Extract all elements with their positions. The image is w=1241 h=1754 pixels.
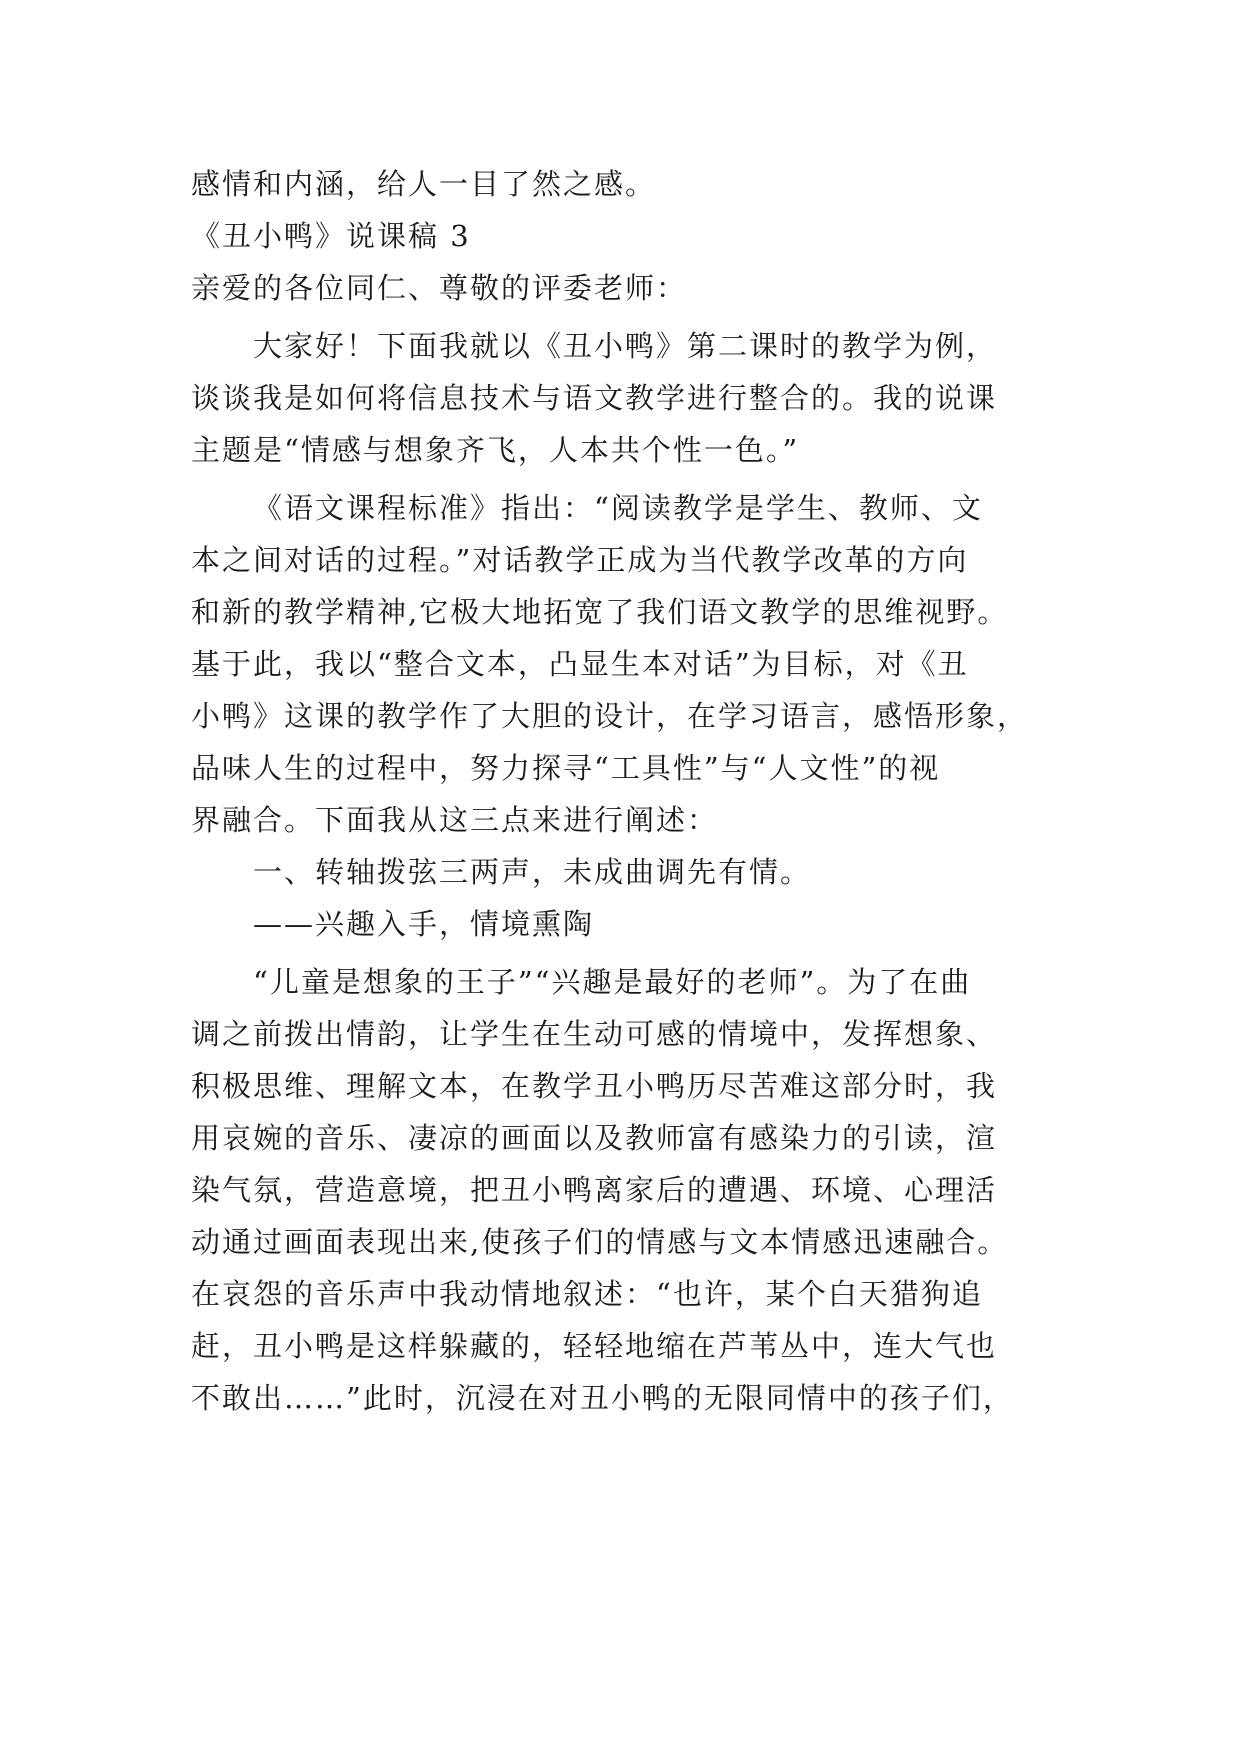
text-line: 在哀怨的音乐声中我动情地叙述：“也许，某个白天猎狗追 <box>191 1277 983 1311</box>
text-line: 界融合。下面我从这三点来进行阐述： <box>191 803 719 837</box>
text-line: 赶，丑小鸭是这样躲藏的，轻轻地缩在芦苇丛中，连大气也 <box>191 1329 998 1363</box>
text-line: 本之间对话的过程。”对话教学正成为当代教学改革的方向 <box>191 543 969 577</box>
section-heading: 一、转轴拨弦三两声，未成曲调先有情。 <box>253 855 812 889</box>
text-line: 不敢出……”此时，沉浸在对丑小鸭的无限同情中的孩子们， <box>191 1381 1014 1415</box>
text-line: 动通过画面表现出来,使孩子们的情感与文本情感迅速融合。 <box>191 1225 1009 1259</box>
text-line: 调之前拨出情韵，让学生在生动可感的情境中，发挥想象、 <box>191 1017 998 1051</box>
text-line: 品味人生的过程中，努力探寻“工具性”与“人文性”的视 <box>191 751 941 785</box>
text-line: 谈谈我是如何将信息技术与语文教学进行整合的。我的说课 <box>191 381 998 415</box>
text-line: 主题是“情感与想象齐飞，人本共个性一色。” <box>191 433 800 467</box>
text-line: 积极思维、理解文本，在教学丑小鸭历尽苦难这部分时，我 <box>191 1069 998 1103</box>
text-line: “儿童是想象的王子”“兴趣是最好的老师”。为了在曲 <box>253 965 972 999</box>
text-line: 感情和内涵，给人一目了然之感。 <box>191 167 657 201</box>
text-line: 用哀婉的音乐、凄凉的画面以及教师富有感染力的引读，渲 <box>191 1121 998 1155</box>
document-body <box>191 160 1071 1426</box>
text-line: 《语文课程标准》指出：“阅读教学是学生、教师、文 <box>253 491 983 525</box>
text-line: 和新的教学精神,它极大地拓宽了我们语文教学的思维视野。 <box>191 595 1009 629</box>
text-line: 大家好！下面我就以《丑小鸭》第二课时的教学为例， <box>253 329 998 363</box>
section-subheading: ——兴趣入手，情境熏陶 <box>253 907 595 941</box>
salutation: 亲爱的各位同仁、尊敬的评委老师： <box>191 271 688 305</box>
text-line: 基于此，我以“整合文本，凸显生本对话”为目标，对《丑 <box>191 647 969 681</box>
section-title: 《丑小鸭》说课稿 3 <box>191 219 471 253</box>
text-line: 小鸭》这课的教学作了大胆的设计，在学习语言，感悟形象， <box>191 699 1029 733</box>
text-line: 染气氛，营造意境，把丑小鸭离家后的遭遇、环境、心理活 <box>191 1173 998 1207</box>
